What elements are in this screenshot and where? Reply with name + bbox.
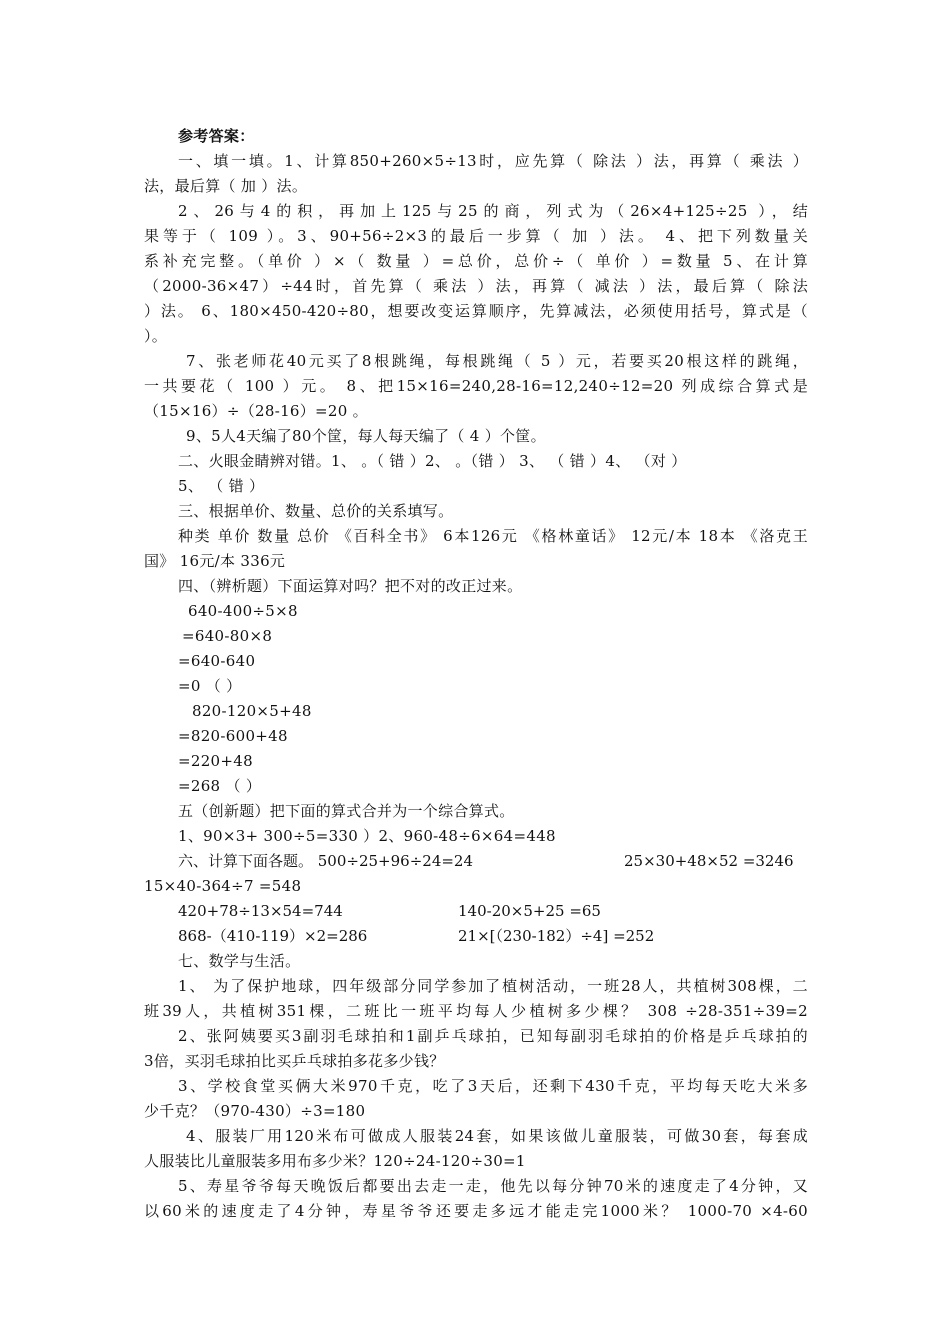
text-line: 一、填一填。1、计算850+260×5÷13时，应先算（ 除法 ）法，再算（ 乘法 ） [178, 152, 808, 170]
text-line: 9、5人4天编了80个筐，每人每天编了（ 4 ）个筐。 [186, 427, 546, 445]
calc-line: =268 （ ） [178, 777, 262, 795]
calc-line: 820-120×5+48 [192, 702, 312, 720]
text-line: 一共要花（ 100 ）元。 8、把15×16=240,28-16=12,240÷12=20 列成综合算式是 [144, 377, 808, 395]
text-line: 以60米的速度走了4分钟，寿星爷爷还要走多远才能走完1000米？ 1000-70 ×4-60 [144, 1202, 808, 1220]
text-line: 3、学校食堂买俩大米970千克，吃了3天后，还剩下430千克，平均每天吃大米多 [178, 1077, 808, 1095]
text-line: 2、张阿姨要买3副羽毛球拍和1副乒乓球拍，已知每副羽毛球拍的价格是乒乓球拍的 [178, 1027, 808, 1045]
text-line: ）。 [144, 327, 168, 345]
text-line: 果等于（ 109 ）。3、90+56÷2×3的最后一步算（ 加 ）法。 4、把下列数量关 [144, 227, 808, 245]
text-line: 4、服装厂用120米布可做成人服装24套，如果该做儿童服装，可做30套，每套成 [186, 1127, 808, 1145]
text-line: 种类 单价 数量 总价 《百科全书》 6本126元 《格林童话》 12元/本 18本 《洛克王 [178, 527, 808, 545]
text-line: 三、根据单价、数量、总价的关系填写。 [178, 502, 454, 520]
calc-line: 25×30+48×52 =3246 [624, 852, 794, 870]
text-line: 2、26与4的积，再加上125与25的商，列式为（26×4+125÷25 ），结 [178, 202, 808, 220]
text-line: 人服装比儿童服装多用布多少米？120÷24-120÷30=1 [144, 1152, 526, 1170]
text-line: 3倍，买羽毛球拍比买乒乓球拍多花多少钱？ [144, 1052, 445, 1070]
text-line: （2000-36×47）÷44时，首先算（ 乘法 ）法，再算（ 减法 ）法，最后算（ 除法 [144, 277, 808, 295]
text-line: 5、 （ 错 ） [178, 477, 265, 495]
text-line: 七、数学与生活。 [178, 952, 301, 970]
calc-line: =820-600+48 [178, 727, 288, 745]
calc-line: 868-（410-119）×2=286 [178, 927, 368, 945]
calc-line: 640-400÷5×8 [188, 602, 298, 620]
text-line: 少千克？（970-430）÷3=180 [144, 1102, 366, 1120]
text-line: 班39人，共植树351棵，二班比一班平均每人少植树多少棵？ 308 ÷28-351÷39=2 [144, 1002, 808, 1020]
text-line: （15×16）÷（28-16）=20 。 [144, 402, 368, 420]
text-line: 国》 16元/本 336元 [144, 552, 286, 570]
calc-line: =640-80×8 [182, 627, 273, 645]
calc-line: 15×40-364÷7 =548 [144, 877, 302, 895]
text-line: 四、（辨析题）下面运算对吗？把不对的改正过来。 [178, 577, 523, 595]
text-line: 5、寿星爷爷每天晚饭后都要出去走一走，他先以每分钟70米的速度走了4分钟，又 [178, 1177, 808, 1195]
calc-line: =640-640 [178, 652, 256, 670]
text-line: 二、火眼金睛辨对错。1、 。（ 错 ）2、 。（错 ） 3、 （ 错 ）4、 （对 ） [178, 452, 687, 470]
text-line: 五（创新题）把下面的算式合并为一个综合算式。 [178, 802, 515, 820]
text-line: 7、张老师花40元买了8根跳绳，每根跳绳（ 5 ）元，若要买20根这样的跳绳， [186, 352, 808, 370]
text-line: ）法。 6、180×450-420÷80，想要改变运算顺序，先算减法，必须使用括号，算式是（ [144, 302, 808, 320]
calc-line: =0 （ ） [178, 677, 242, 695]
calc-line: =220+48 [178, 752, 253, 770]
text-line: 法，最后算（ 加 ）法。 [144, 177, 308, 195]
calc-line: 420+78÷13×54=744 [178, 902, 343, 920]
text-line: 1、90×3+ 300÷5=330 ）2、960-48÷6×64=448 [178, 827, 556, 845]
text-line: 系补充完整。（单价 ）×（ 数量 ）=总价，总价÷（ 单价 ）=数量 5、在计算 [144, 252, 808, 270]
calc-line: 140-20×5+25 =65 [458, 902, 601, 920]
calc-line: 21×[（230-182）÷4] =252 [458, 927, 655, 945]
calc-line: 六、计算下面各题。 500÷25+96÷24=24 [178, 852, 474, 870]
answer-title: 参考答案： [178, 127, 255, 145]
text-line: 1、 为了保护地球，四年级部分同学参加了植树活动，一班28人，共植树308棵，二 [178, 977, 808, 995]
